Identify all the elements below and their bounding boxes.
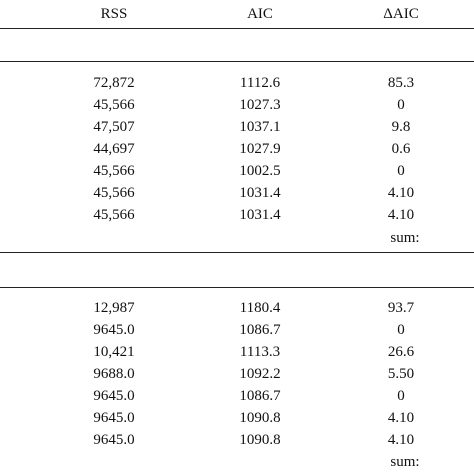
header-rss: RSS: [100, 6, 128, 22]
table-cell: 1027.9: [239, 141, 281, 157]
table-cell: 9.8: [391, 119, 411, 135]
sum-label: sum:: [390, 230, 420, 246]
table-cell: 85.3: [387, 75, 415, 91]
table-cell: 1031.4: [239, 185, 281, 201]
table-cell: 1002.5: [239, 163, 281, 179]
table-cell: 1031.4: [239, 207, 281, 223]
table-cell: 10,421: [93, 344, 135, 360]
table-cell: 4.10: [387, 207, 415, 223]
header-aic: AIC: [247, 6, 273, 22]
table-cell: 1180.4: [239, 300, 281, 316]
table-cell: 12,987: [93, 300, 135, 316]
header-delta-aic: ΔAIC: [383, 6, 419, 22]
table-cell: 1027.3: [239, 97, 281, 113]
sum-label: sum:: [390, 454, 420, 470]
table-cell: 4.10: [387, 185, 415, 201]
table-cell: 9645.0: [93, 322, 135, 338]
block1-top-rule: [0, 61, 474, 62]
table-cell: 1092.2: [239, 366, 281, 382]
table-cell: 4.10: [387, 410, 415, 426]
table-cell: 0.6: [391, 141, 411, 157]
table-cell: 1112.6: [239, 75, 281, 91]
table-cell: 1090.8: [239, 432, 281, 448]
table-cell: 45,566: [93, 185, 135, 201]
table-cell: 44,697: [93, 141, 135, 157]
table-cell: 0: [397, 322, 405, 338]
table-cell: 1086.7: [239, 388, 281, 404]
table-cell: 1086.7: [239, 322, 281, 338]
header-rule: [0, 28, 474, 29]
table-cell: 4.10: [387, 432, 415, 448]
table-cell: 0: [397, 388, 405, 404]
table-cell: 9645.0: [93, 388, 135, 404]
table-cell: 45,566: [93, 97, 135, 113]
table-cell: 5.50: [387, 366, 415, 382]
table-cell: 1113.3: [239, 344, 281, 360]
table-cell: 45,566: [93, 163, 135, 179]
table-cell: 26.6: [387, 344, 415, 360]
table-cell: 9645.0: [93, 410, 135, 426]
table-cell: 47,507: [93, 119, 135, 135]
table-cell: 45,566: [93, 207, 135, 223]
table-cell: 1037.1: [239, 119, 281, 135]
table-cell: 0: [397, 163, 405, 179]
table-cell: 1090.8: [239, 410, 281, 426]
table-cell: 0: [397, 97, 405, 113]
table-cell: 9645.0: [93, 432, 135, 448]
block2-top-rule: [0, 287, 474, 288]
table-cell: 9688.0: [93, 366, 135, 382]
block1-bottom-rule: [0, 252, 474, 253]
table-cell: 72,872: [93, 75, 135, 91]
table-cell: 93.7: [387, 300, 415, 316]
